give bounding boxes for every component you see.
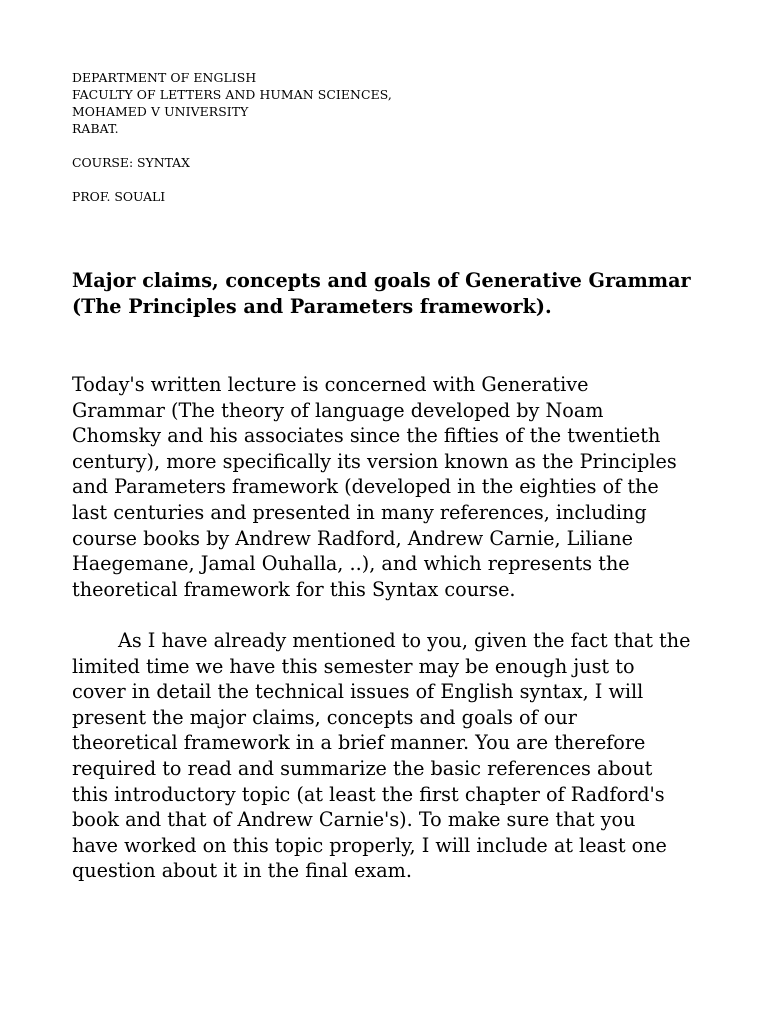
- paragraph-line: course books by Andrew Radford, Andrew Carnie, Liliane: [72, 526, 633, 550]
- paragraph-line: this introductory topic (at least the first chapter of Radford's: [72, 782, 665, 806]
- paragraph-line: Today's written lecture is concerned with Generative: [72, 373, 589, 396]
- paragraph-2: [72, 628, 722, 884]
- paragraph-line: Chomsky and his associates since the fifties of the twentieth: [72, 424, 661, 448]
- paragraph-line: last centuries and presented in many references, including: [72, 500, 647, 524]
- paragraph-line: theoretical framework for this Syntax course.: [72, 577, 516, 601]
- paragraph-line: theoretical framework in a brief manner. You are therefore: [72, 731, 646, 755]
- paragraph-line: Grammar (The theory of language developed by Noam: [72, 398, 604, 422]
- title-line-1: Major claims, concepts and goals of Generative Grammar: [72, 269, 691, 292]
- paragraph-line: question about it in the final exam.: [72, 859, 412, 883]
- paragraph-line: and Parameters framework (developed in the eighties of the: [72, 475, 659, 499]
- paragraph-line: cover in detail the technical issues of English syntax, I will: [72, 680, 644, 704]
- institution-header: [72, 69, 712, 137]
- paragraph-line: limited time we have this semester may be enough just to: [72, 654, 635, 678]
- city-line: RABAT.: [72, 121, 119, 136]
- paragraph-1: [72, 372, 722, 602]
- title-line-2: (The Principles and Parameters framework).: [72, 295, 552, 318]
- paragraph-line: century), more specifically its version known as the Principles: [72, 449, 677, 473]
- paragraph-line: As I have already mentioned to you, given the fact that the: [118, 629, 691, 652]
- paragraph-line: have worked on this topic properly, I will include at least one: [72, 833, 667, 857]
- faculty-line: FACULTY OF LETTERS AND HUMAN SCIENCES,: [72, 87, 392, 102]
- paragraph-line: present the major claims, concepts and goals of our: [72, 705, 577, 729]
- document-title: [72, 268, 712, 320]
- paragraph-line: Haegemane, Jamal Ouhalla, ..), and which represents the: [72, 552, 630, 576]
- paragraph-line: book and that of Andrew Carnie's). To make sure that you: [72, 808, 636, 832]
- professor-line: PROF. SOUALI: [72, 189, 166, 204]
- department-line: DEPARTMENT OF ENGLISH: [72, 70, 257, 85]
- course-line: COURSE: SYNTAX: [72, 155, 190, 170]
- paragraph-line: required to read and summarize the basic references about: [72, 756, 653, 780]
- university-line: MOHAMED V UNIVERSITY: [72, 104, 249, 119]
